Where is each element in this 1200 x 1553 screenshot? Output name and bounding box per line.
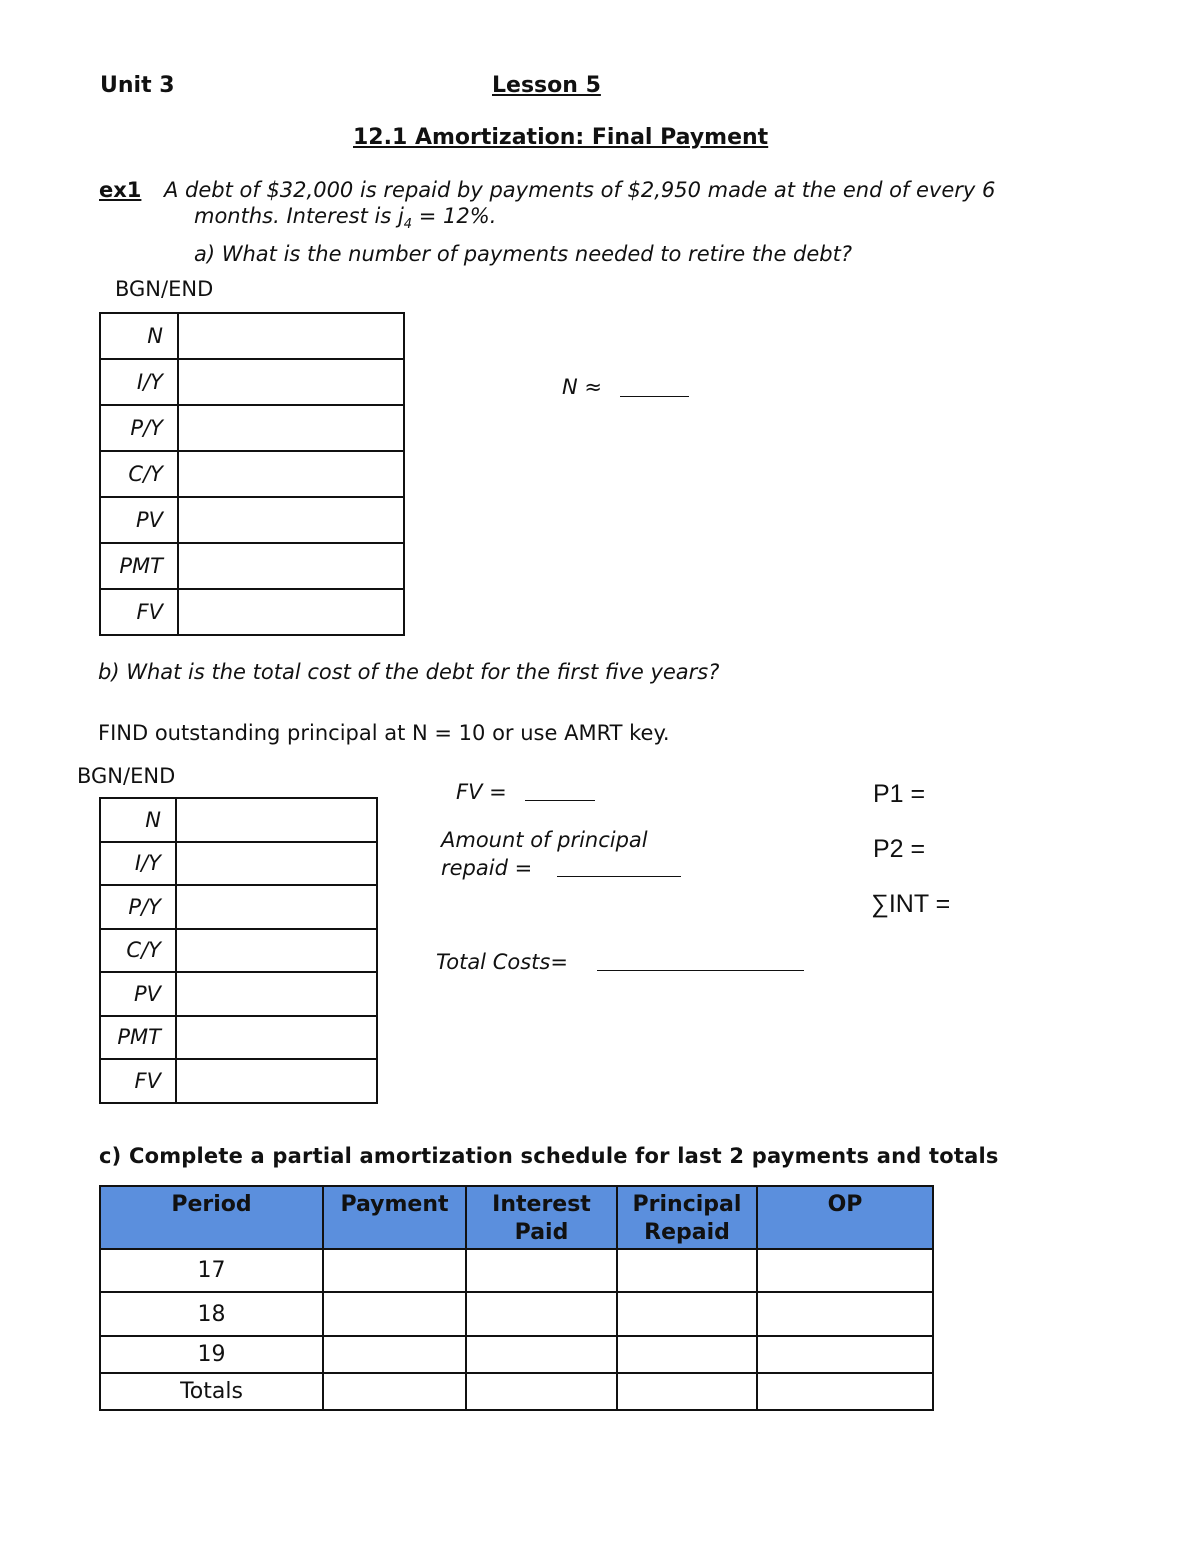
total-costs-answer-line[interactable] [597,970,804,971]
principal-cell[interactable] [617,1373,757,1410]
question-b: b) What is the total cost of the debt for the first five years? [98,660,720,684]
schedule-header-principal: Principal Repaid [617,1186,757,1249]
mode-label-1: BGN/END [115,277,214,301]
table-row [100,1336,933,1373]
period-cell: Totals [100,1373,323,1410]
example-line-2: months. Interest is $j_4 = 12\%$. [194,204,497,233]
payment-cell[interactable] [323,1249,466,1292]
interest-cell[interactable] [466,1249,617,1292]
tvm2-label: FV [100,1059,176,1103]
n-answer-line[interactable] [620,396,689,397]
tvm1-value-cell[interactable] [178,313,404,359]
payment-cell[interactable] [323,1336,466,1373]
tvm2-value-cell[interactable] [176,1059,377,1103]
period-cell: 17 [100,1249,323,1292]
amortization-schedule [99,1185,934,1411]
principal-label-1: Amount of principal [441,828,648,852]
payment-cell[interactable] [323,1292,466,1336]
principal-cell[interactable] [617,1336,757,1373]
question-a: a) What is the number of payments needed to retire the debt? [194,242,853,266]
tvm2-label: PMT [100,1016,176,1060]
page-title: 12.1 Amortization: Final Payment [353,125,769,150]
schedule-header-payment: Payment [323,1186,466,1249]
tvm1-label: P/Y [100,405,178,451]
schedule-header-interest: Interest Paid [466,1186,617,1249]
tvm2-value-cell[interactable] [176,798,377,842]
tvm1-value-cell[interactable] [178,451,404,497]
p1-label: P1 = [873,780,926,808]
tvm-table-2 [99,797,378,1104]
find-instruction: FIND outstanding principal at N = 10 or use AMRT key. [98,721,670,745]
tvm2-label: C/Y [100,929,176,973]
tvm1-label: C/Y [100,451,178,497]
n-approx-label: N ≈ [562,375,602,399]
interest-cell[interactable] [466,1373,617,1410]
example-label: ex1 [99,178,142,202]
op-cell[interactable] [757,1336,933,1373]
tvm1-value-cell[interactable] [178,497,404,543]
table-row [100,1373,933,1410]
tvm2-value-cell[interactable] [176,842,377,886]
tvm2-label: I/Y [100,842,176,886]
tvm2-value-cell[interactable] [176,929,377,973]
subscript: 4 [403,217,413,233]
principal-cell[interactable] [617,1292,757,1336]
schedule-instruction: c) Complete a partial amortization schedule for last 2 payments and totals [99,1144,999,1168]
schedule-header-op: OP [757,1186,933,1249]
fv-label: FV = [456,780,507,804]
example-line-1: A debt of $32,000 is repaid by payments of $2,950 made at the end of every 6 [164,178,996,202]
table-row [100,1249,933,1292]
payment-cell[interactable] [323,1373,466,1410]
p2-label: P2 = [873,835,926,863]
lesson-label: Lesson 5 [492,73,601,98]
table-row [100,1292,933,1336]
period-cell: 19 [100,1336,323,1373]
unit-label: Unit 3 [100,73,175,98]
tvm2-value-cell[interactable] [176,885,377,929]
principal-label-2: repaid = [441,856,533,880]
tvm1-value-cell[interactable] [178,359,404,405]
tvm2-label: P/Y [100,885,176,929]
tvm2-label: N [100,798,176,842]
tvm1-label: FV [100,589,178,635]
tvm1-label: I/Y [100,359,178,405]
mode-label-2: BGN/END [77,764,176,788]
tvm2-value-cell[interactable] [176,972,377,1016]
tvm1-value-cell[interactable] [178,405,404,451]
interest-cell[interactable] [466,1292,617,1336]
tvm1-value-cell[interactable] [178,543,404,589]
tvm-table-1 [99,312,405,636]
interest-cell[interactable] [466,1336,617,1373]
op-cell[interactable] [757,1292,933,1336]
total-costs-label: Total Costs= [436,950,568,974]
tvm2-label: PV [100,972,176,1016]
period-cell: 18 [100,1292,323,1336]
sum-int-label: ∑INT = [871,890,951,918]
op-cell[interactable] [757,1373,933,1410]
fv-answer-line[interactable] [525,800,595,801]
tvm2-value-cell[interactable] [176,1016,377,1060]
principal-answer-line[interactable] [557,876,681,877]
principal-cell[interactable] [617,1249,757,1292]
tvm1-label: PV [100,497,178,543]
tvm1-value-cell[interactable] [178,589,404,635]
tvm1-label: PMT [100,543,178,589]
schedule-header-period: Period [100,1186,323,1249]
op-cell[interactable] [757,1249,933,1292]
tvm1-label: N [100,313,178,359]
